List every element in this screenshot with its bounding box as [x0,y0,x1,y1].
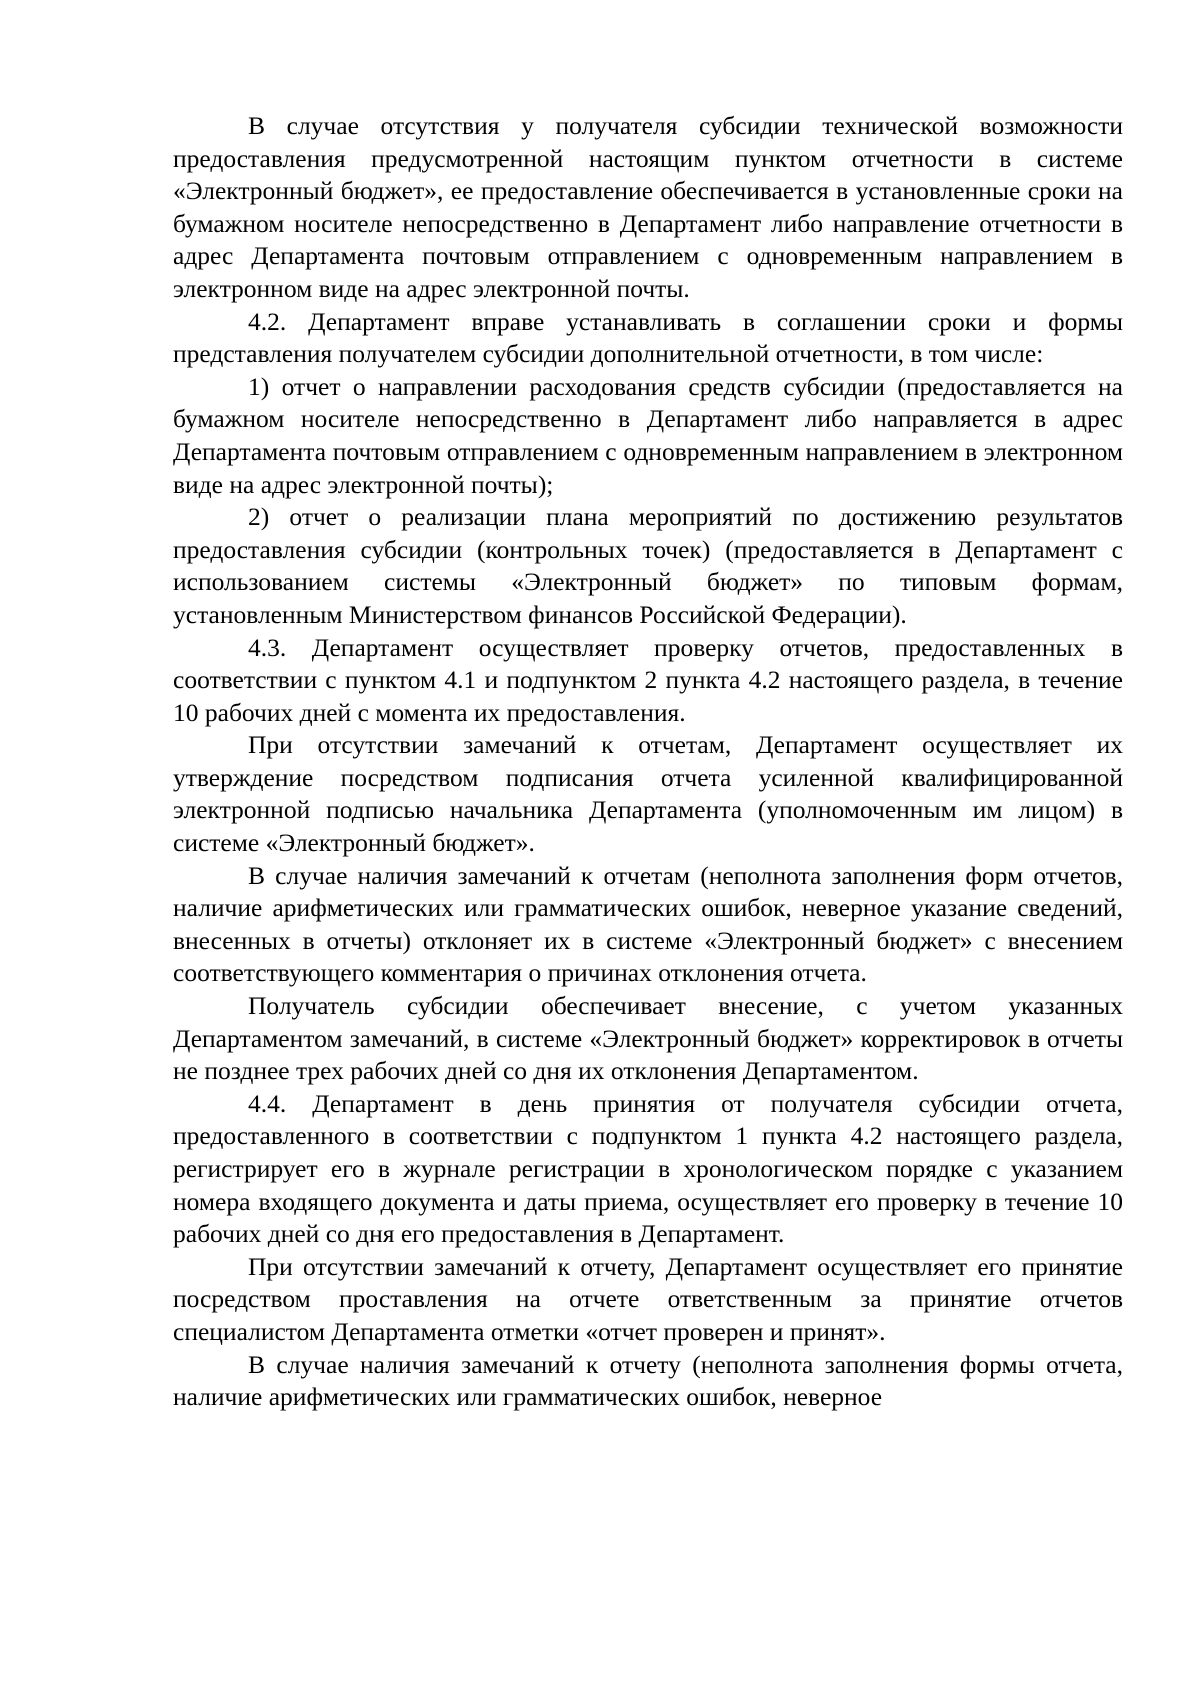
paragraph-4-3: 4.3. Департамент осуществляет проверку отчетов, предоставленных в соответствии с пунктом 4.1 и подпунктом 2 пункта 4.2 настоящего раздела, в течение 10 рабочих дней с момента их предоставления. [173,632,1123,727]
paragraph-approval: При отсутствии замечаний к отчетам, Департамент осуществляет их утверждение посредством подписания отчета усиленной квалифицированной электронной подписью начальника Департамента (уполномоченным им лицом) в системе «Электронный бюджет». [173,730,1123,858]
paragraph-item-1: 1) отчет о направлении расходования средств субсидии (предоставляется на бумажном носителе непосредственно в Департамент либо направляется в адрес Департамента почтовым отправлением с одновременным направлением в электронном виде на адрес электронной почты); [173,371,1123,499]
paragraph-remarks-continued: В случае наличия замечаний к отчету (неполнота заполнения формы отчета, наличие арифметических или грамматических ошибок, неверное [173,1349,1123,1412]
paragraph-4-4: 4.4. Департамент в день принятия от получателя субсидии отчета, предоставленного в соответствии с подпунктом 1 пункта 4.2 настоящего раздела, регистрирует его в журнале регистрации в хронологическом порядке с указанием номера входящего документа и даты приема, осуществляет его проверку в течение 10 рабочих дней со дня его предоставления в Департамент. [173,1088,1123,1249]
paragraph-1: В случае отсутствия у получателя субсидии технической возможности предоставления предусмотренной настоящим пунктом отчетности в системе «Электронный бюджет», ее предоставление обеспечивается в установленные сроки на бумажном носителе непосредственно в Департамент либо направление отчетности в адрес Департамента почтовым отправлением с одновременным направлением в электронном виде на адрес электронной почты. [173,111,1123,303]
paragraph-rejection: В случае наличия замечаний к отчетам (неполнота заполнения форм отчетов, наличие арифметических или грамматических ошибок, неверное указание сведений, внесенных в отчеты) отклоняет их в системе «Электронный бюджет» с внесением соответствующего комментария о причинах отклонения отчета. [173,860,1123,988]
paragraph-acceptance: При отсутствии замечаний к отчету, Департамент осуществляет его принятие посредством проставления на отчете ответственным за принятие отчетов специалистом Департамента отметки «отчет проверен и принят». [173,1251,1123,1346]
document-page [173,110,1123,1414]
paragraph-item-2: 2) отчет о реализации плана мероприятий по достижению результатов предоставления субсидии (контрольных точек) (предоставляется в Департамент с использованием системы «Электронный бюджет» по типовым формам, установленным Министерством финансов Российской Федерации). [173,502,1123,629]
paragraph-corrections: Получатель субсидии обеспечивает внесение, с учетом указанных Департаментом замечаний, в системе «Электронный бюджет» корректировок в отчеты не позднее трех рабочих дней со дня их отклонения Департаментом. [173,991,1123,1086]
paragraph-4-2: 4.2. Департамент вправе устанавливать в соглашении сроки и формы представления получателем субсидии дополнительной отчетности, в том числе: [173,306,1123,369]
